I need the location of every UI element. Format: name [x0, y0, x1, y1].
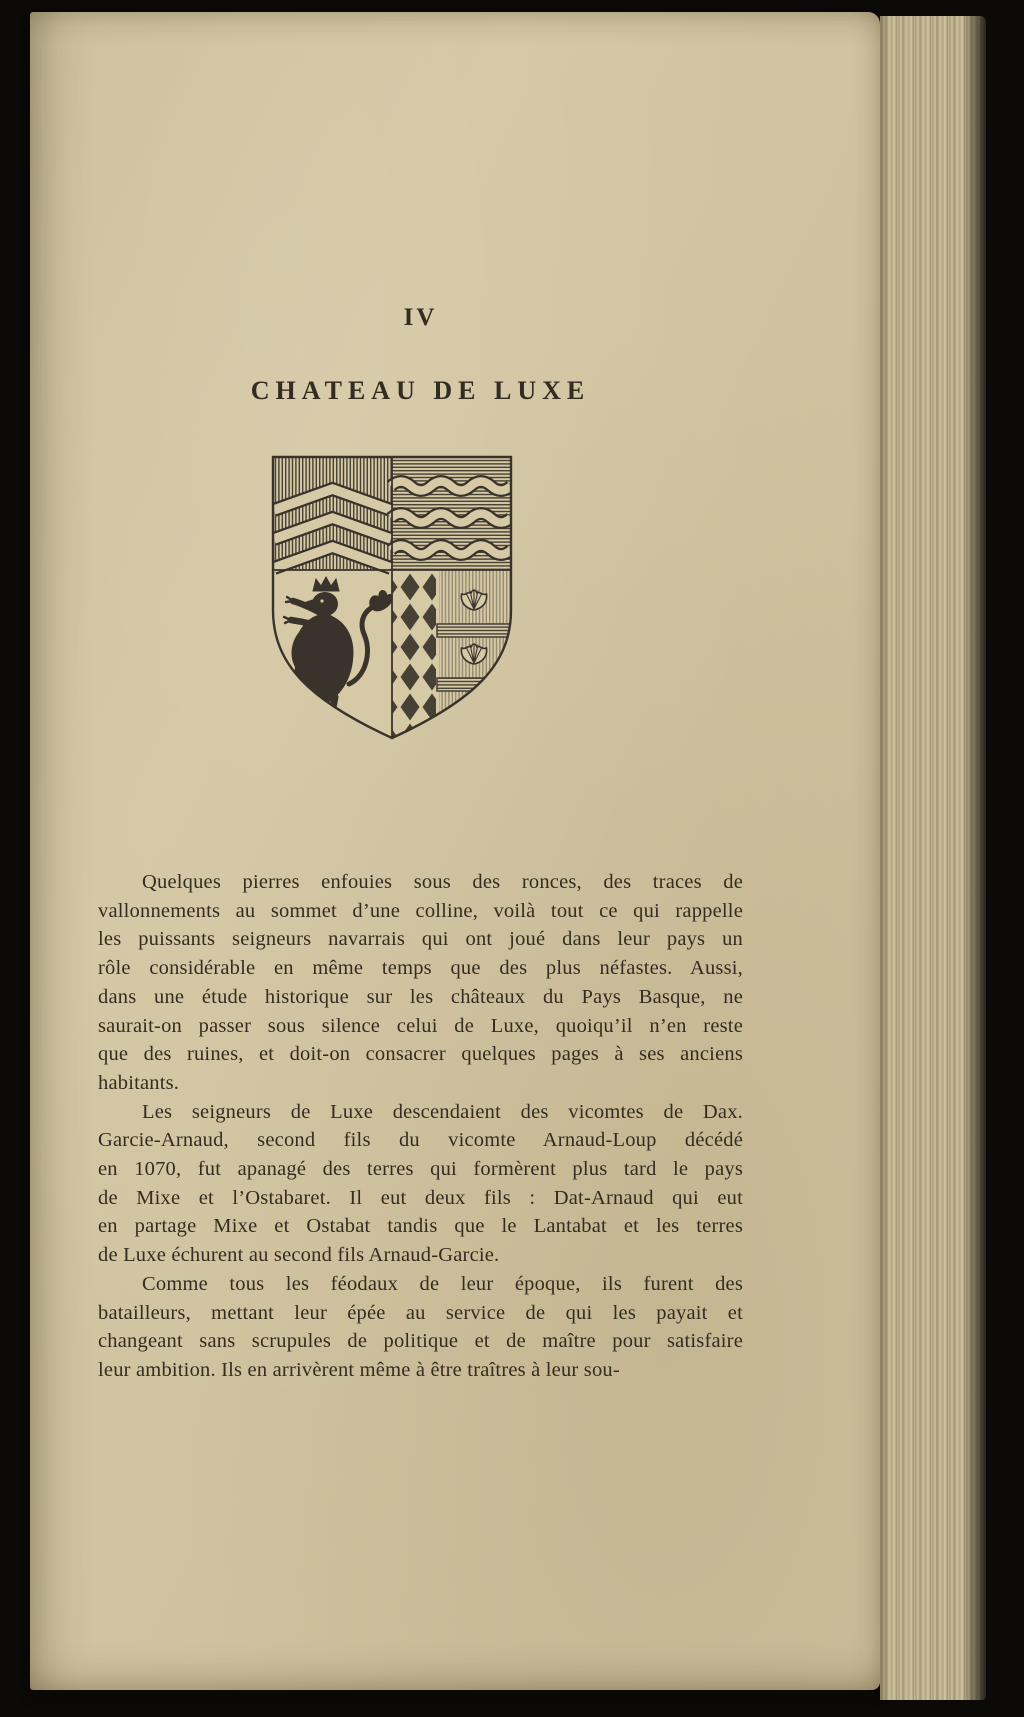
text-line: en partage Mixe et Ostabat tandis que le Lantabat et les terres: [98, 1215, 743, 1238]
text-line: que des ruines, et doit-on consacrer quelques pages à ses anciens: [98, 1043, 743, 1066]
text-line: vallonnements au sommet d’une colline, voilà tout ce qui rappelle: [98, 899, 743, 922]
text-line: rôle considérable en même temps que des plus néfastes. Aussi,: [98, 957, 743, 980]
text-line: en 1070, fut apanagé des terres qui formèrent plus tard le pays: [98, 1158, 743, 1181]
book-page: [30, 12, 880, 1690]
coat-of-arms-illustration: [267, 452, 517, 744]
text-line: Quelques pierres enfouies sous des ronces, des traces de: [142, 871, 743, 893]
page-content: [30, 12, 880, 1690]
text-line: les puissants seigneurs navarrais qui ont joué dans leur pays un: [98, 928, 743, 951]
text-line: Les seigneurs de Luxe descendaient des vicomtes de Dax.: [142, 1100, 743, 1123]
body-text: [98, 868, 743, 1385]
book-fore-edge: [880, 16, 986, 1700]
text-line: Comme tous les féodaux de leur époque, ils furent des: [142, 1272, 743, 1295]
text-line: changeant sans scrupules de politique et de maître pour satisfaire: [98, 1330, 743, 1353]
text-line: leur ambition. Ils en arrivèrent même à être traîtres à leur sou-: [98, 1358, 620, 1381]
chapter-number: IV: [403, 304, 438, 331]
text-line: batailleurs, mettant leur épée au service de qui les payait et: [98, 1301, 743, 1324]
coat-of-arms-shield-icon: [267, 452, 517, 744]
text-line: de Luxe échurent au second fils Arnaud-Garcie.: [98, 1244, 500, 1267]
paragraph: [98, 1270, 743, 1385]
text-line: dans une étude historique sur les châteaux du Pays Basque, ne: [98, 985, 743, 1008]
text-line: saurait-on passer sous silence celui de Luxe, quoiqu’il n’en reste: [98, 1014, 743, 1037]
page-title: CHATEAU DE LUXE: [250, 376, 591, 405]
text-line: habitants.: [98, 1071, 180, 1094]
paragraph: [98, 868, 743, 1098]
text-line: Garcie-Arnaud, second fils du vicomte Arnaud-Loup décédé: [98, 1129, 743, 1152]
paragraph: [98, 1098, 743, 1270]
text-line: de Mixe et l’Ostabaret. Il eut deux fils : Dat-Arnaud qui eut: [98, 1186, 743, 1209]
